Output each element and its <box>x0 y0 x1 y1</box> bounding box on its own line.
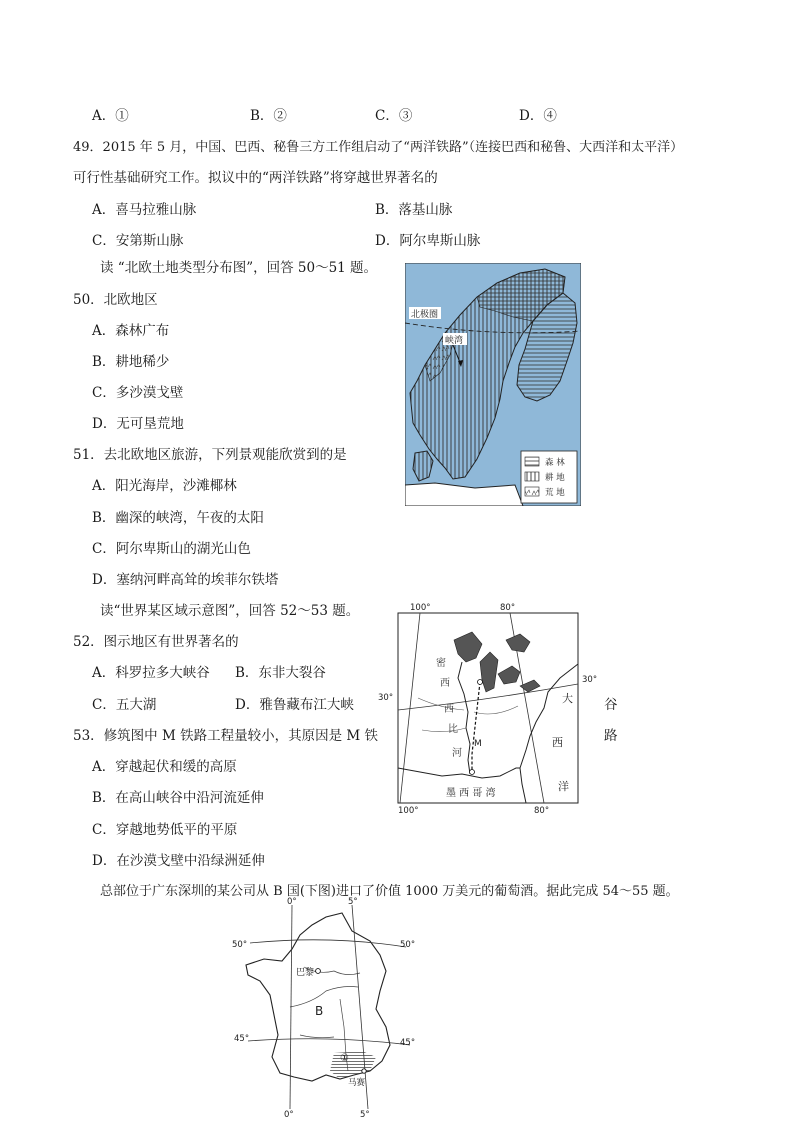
paris-marker <box>316 969 321 974</box>
gulf-of-mexico-label: 墨 西 哥 湾 <box>446 788 496 799</box>
q53-option-b: B．在高山峡谷中沿河流延伸 <box>92 790 264 806</box>
q53-option-c: C．穿越地势低平的平原 <box>92 822 238 838</box>
river-char-5: 河 <box>452 748 462 759</box>
q53-option-a: A．穿越起伏和缓的高原 <box>92 759 237 775</box>
q50-option-c: C．多沙漠戈壁 <box>92 385 184 401</box>
legend-cropland-label: 耕 地 <box>545 473 565 483</box>
q51-option-c: C．阿尔卑斯山的湖光山色 <box>92 541 251 557</box>
legend-wasteland-label: 荒 地 <box>545 488 565 498</box>
legend-forest-label: 森 林 <box>545 458 565 468</box>
q50-option-a: A．森林广布 <box>92 323 170 339</box>
q49-option-c: C．安第斯山脉 <box>92 233 184 249</box>
q52-option-a: A．科罗拉多大峡谷 <box>92 665 210 681</box>
q53-option-d: D．在沙漠戈壁中沿绿洲延伸 <box>92 853 265 869</box>
railway-start-point <box>478 680 483 685</box>
q51-option-d: D．塞纳河畔高耸的埃菲尔铁塔 <box>92 572 279 588</box>
q51-stem: 51．去北欧地区旅游，下列景观能欣赏到的是 <box>73 447 347 463</box>
country-b-label: B <box>315 1004 324 1018</box>
q51-option-b: B．幽深的峡湾，午夜的太阳 <box>92 510 264 526</box>
legend-wasteland-swatch <box>525 487 539 496</box>
q48-option-c: C．③ <box>375 108 413 124</box>
ocean-char-3: 洋 <box>558 780 569 793</box>
lon-80-top-label: 80° <box>500 603 516 613</box>
q49-option-b: B．落基山脉 <box>375 202 453 218</box>
ocean-char-2: 西 <box>552 736 563 749</box>
q49-stem-line1: 49．2015 年 5 月，中国、巴西、秘鲁三方工作组启动了“两洋铁路”（连接巴西和秘鲁、大西洋和太平洋） <box>73 140 684 155</box>
intro-54-55: 总部位于广东深圳的某公司从 B 国(下图)进口了价值 1000 万美元的葡萄酒。据此完成 54～55 题。 <box>100 884 679 899</box>
q52-option-c: C．五大湖 <box>92 697 157 713</box>
intro-52-53: 读“世界某区域示意图”，回答 52～53 题。 <box>100 603 360 619</box>
lat-45-left-label: 45° <box>234 1034 250 1044</box>
legend-cropland-swatch <box>525 472 539 481</box>
lon-5-top-label: 5° <box>348 897 358 907</box>
q48-option-a: A．① <box>92 108 129 124</box>
country-b-map <box>230 895 430 1119</box>
nordic-land-use-map <box>405 263 581 506</box>
q52-stem: 52．图示地区有世界著名的 <box>73 634 239 650</box>
lat-50-right-label: 50° <box>400 940 416 950</box>
railway-end-point <box>470 770 475 775</box>
lat-50-left-label: 50° <box>232 940 248 950</box>
intro-50-51: 读 “北欧土地类型分布图”，回答 50～51 题。 <box>100 260 378 276</box>
lon-80-bottom-label: 80° <box>534 806 550 816</box>
fjord-label: 峡湾 <box>445 336 464 346</box>
river-char-1: 密 <box>436 658 446 669</box>
q52-option-b: B．东非大裂谷 <box>235 665 326 681</box>
lon-100-top-label: 100° <box>410 603 431 613</box>
q49-option-d: D．阿尔卑斯山脉 <box>375 233 481 249</box>
marseille-marker <box>362 1069 366 1073</box>
lat-45-right-label: 45° <box>400 1038 416 1048</box>
legend-forest-swatch <box>525 457 539 466</box>
hatched-region <box>330 1051 376 1079</box>
arctic-circle-label: 北极圈 <box>411 310 439 320</box>
paris-label: 巴黎 <box>296 968 315 978</box>
lat-30-left-label: 30° <box>378 693 394 703</box>
river-char-2: 西 <box>440 678 450 689</box>
lon-100-bottom-label: 100° <box>398 806 419 816</box>
q49-option-a: A．喜马拉雅山脉 <box>92 202 197 218</box>
q48-option-d: D．④ <box>519 108 557 124</box>
q53-stem-tail: 路 <box>604 728 618 744</box>
railway-m-label: M <box>474 739 482 749</box>
q52-option-d-tail: 谷 <box>604 697 618 713</box>
region-map-frame <box>398 613 578 803</box>
ocean-char-1: 大 <box>562 692 573 705</box>
marseille-label: 马赛 <box>348 1078 366 1088</box>
lon-0-top-label: 0° <box>287 897 297 907</box>
q50-option-b: B．耕地稀少 <box>92 354 170 370</box>
q48-option-b: B．② <box>250 108 287 124</box>
lon-0-bottom-label: 0° <box>284 1110 294 1119</box>
lon-5-bottom-label: 5° <box>360 1110 370 1119</box>
q51-option-a: A．阳光海岸，沙滩椰林 <box>92 478 237 494</box>
lat-30-right-label: 30° <box>582 675 598 685</box>
q52-option-d: D．雅鲁藏布江大峡 <box>235 697 354 713</box>
world-region-map <box>370 600 610 816</box>
q50-stem: 50．北欧地区 <box>73 292 158 308</box>
q50-option-d: D．无可垦荒地 <box>92 416 184 432</box>
river-char-3: 西 <box>444 704 454 715</box>
marker-1-label: ① <box>340 1053 349 1064</box>
q49-stem-line2: 可行性基础研究工作。拟议中的“两洋铁路”将穿越世界著名的 <box>73 170 438 186</box>
q53-stem: 53．修筑图中 M 铁路工程量较小，其原因是 M 铁 <box>73 728 378 744</box>
river-char-4: 比 <box>448 724 458 735</box>
